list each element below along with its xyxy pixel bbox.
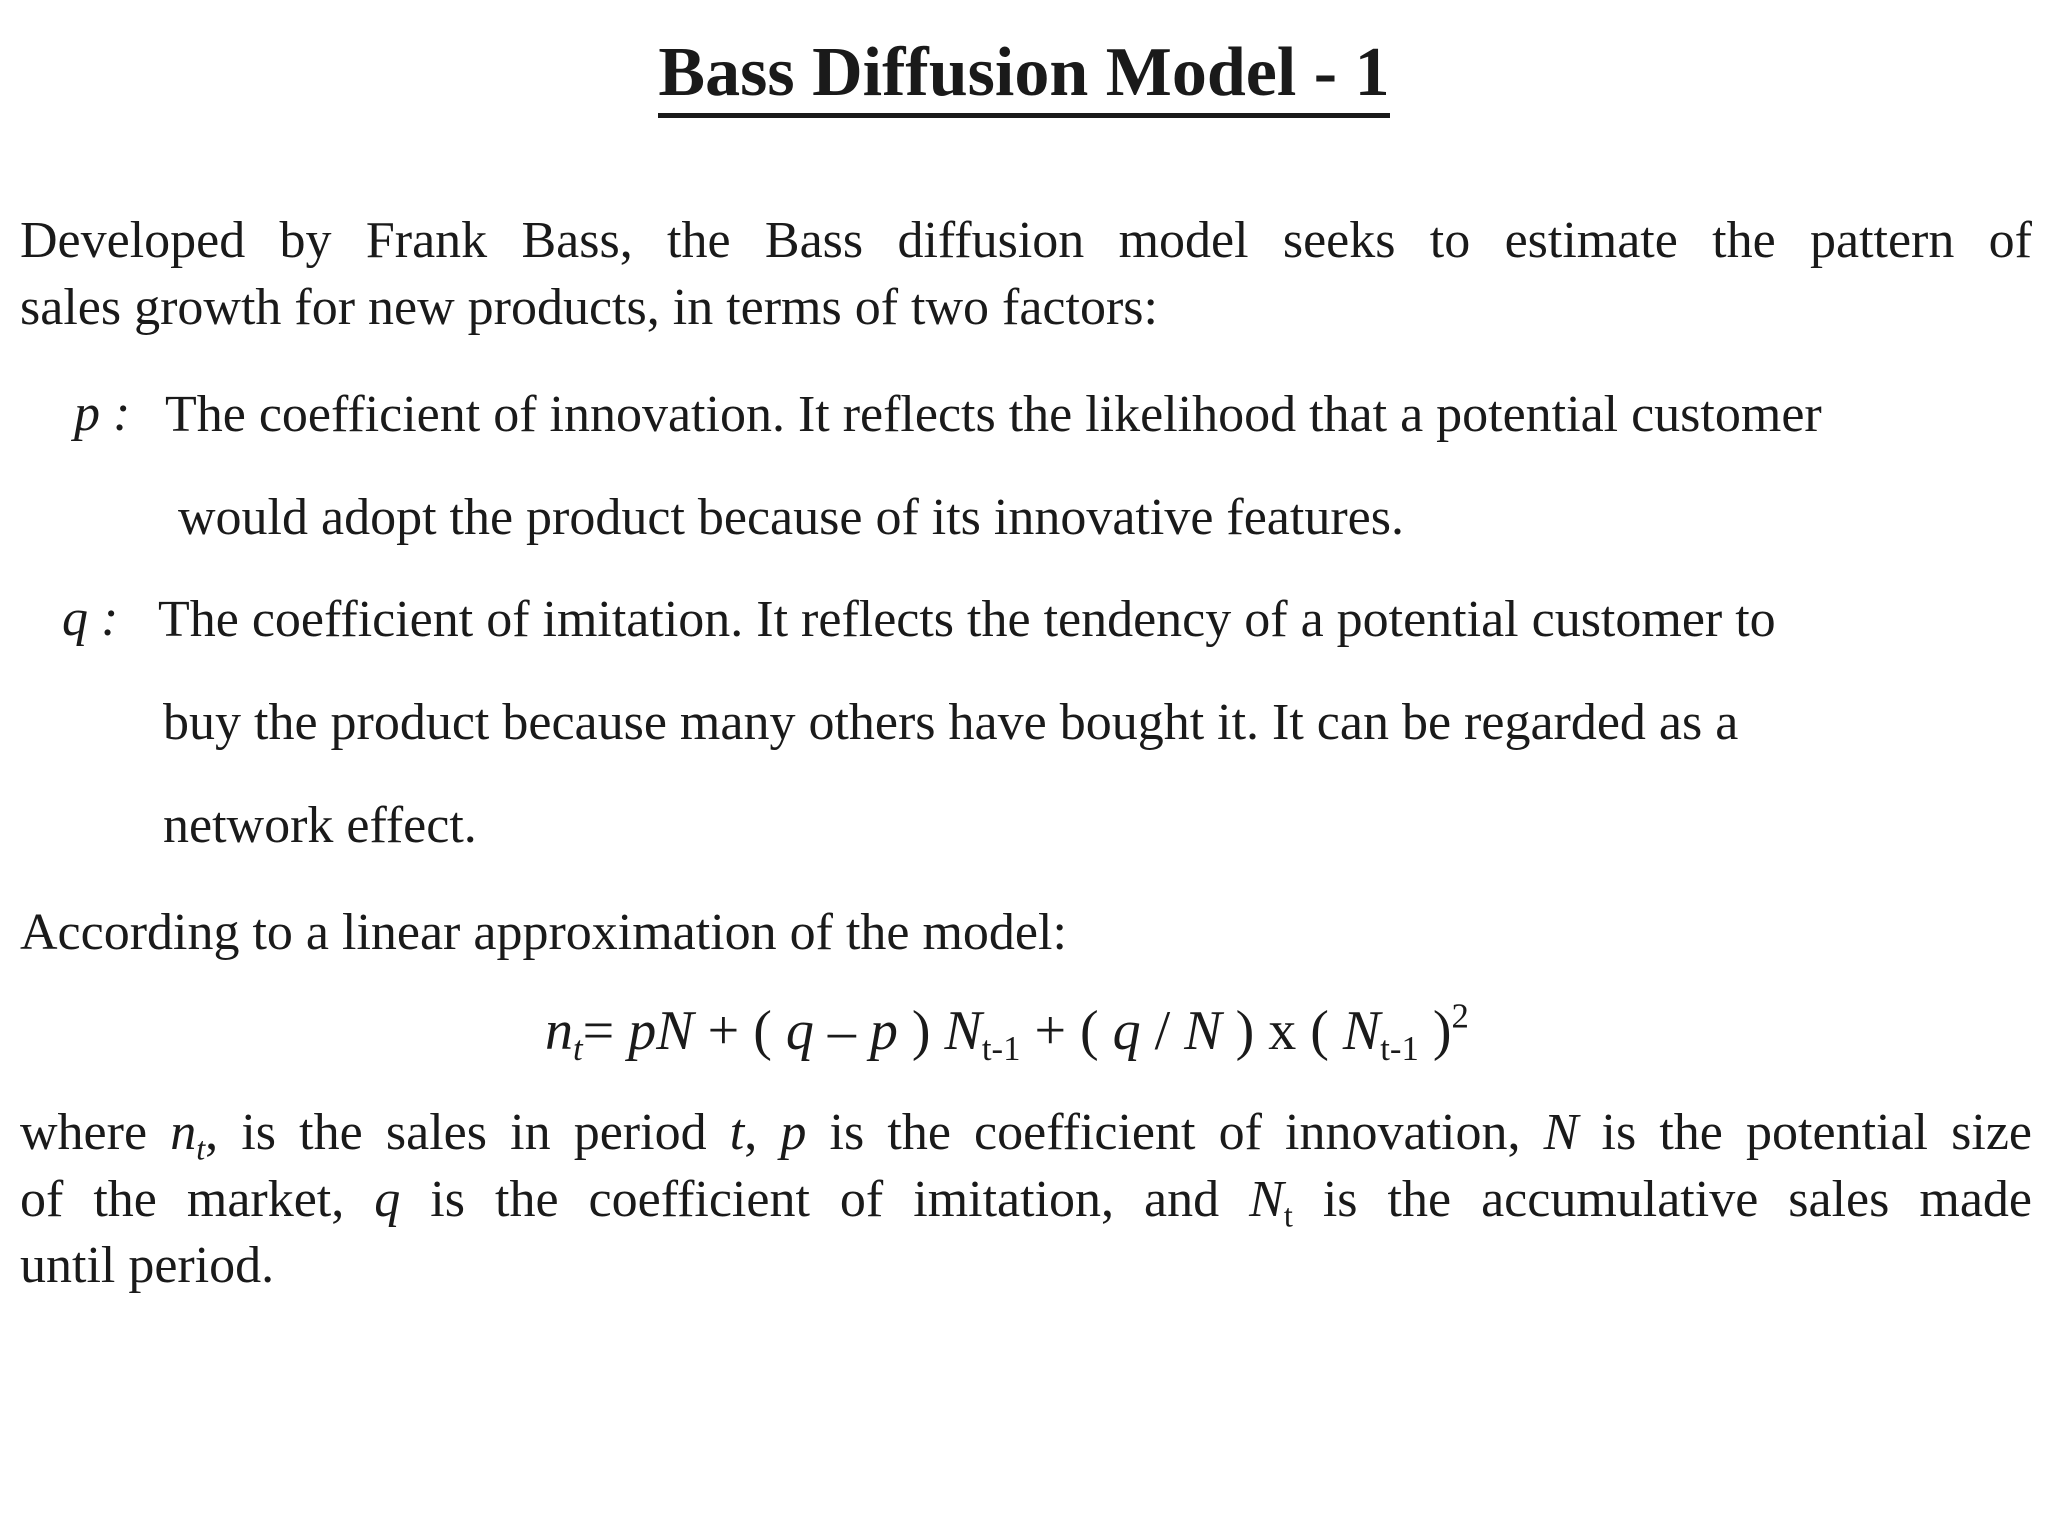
p-definition-line-2: would adopt the product because of its innovative features. [178,489,1404,546]
where-line-3: until period. [20,1237,275,1295]
eq-exponent: 2 [1451,996,1469,1036]
where-Nt: N [1249,1170,1284,1228]
eq-t-sub: t [573,1029,583,1069]
where-Nt-sub: t [1283,1196,1293,1233]
where-line-1 [20,1100,2032,1167]
where-text-5: is the potential size [1578,1104,2033,1161]
eq-t-minus-1: t-1 [981,1029,1021,1069]
eq-n: n [545,1000,573,1062]
q-definition-line-1: The coefficient of imitation. It reflects the tendency of a potential customer to [158,591,1776,648]
eq-q: q [785,1000,814,1062]
eq-t-minus-1-b: t-1 [1380,1029,1419,1069]
eq-p: p [869,1000,898,1062]
q-definition-line-2: buy the product because many others have bought it. It can be regarded as a [163,694,1739,751]
eq-times: ) x ( [1221,1000,1343,1062]
where-n-sub: t [196,1130,206,1167]
where-text-8: is the accumulative sales made [1292,1170,2032,1228]
eq-N: N [944,1000,982,1062]
where-text-7: is the coefficient of imitation, and [400,1170,1250,1228]
where-text-6: of the market, [20,1170,375,1228]
where-n: n [170,1104,197,1161]
intro-line-1: Developed by Frank Bass, the Bass diffusion model seeks to estimate the pattern of [20,212,2032,269]
bass-equation [545,996,1469,1069]
where-text-1: where [20,1104,171,1161]
according-line: According to a linear approximation of the model: [20,904,1067,961]
slide-title-text: Bass Diffusion Model - 1 [658,34,1389,118]
slide-title [0,34,2048,111]
intro-paragraph [20,208,2032,341]
where-p: p [780,1104,807,1161]
intro-line-2: sales growth for new products, in terms of two factors: [20,278,1158,336]
eq-close: ) [897,1000,945,1062]
p-definition-label: p : [74,385,131,442]
eq-pN: pN [628,1000,694,1062]
eq-N-2: N [1184,1000,1222,1062]
where-N: N [1543,1104,1579,1161]
q-definition-label: q : [62,590,119,647]
eq-N-3: N [1342,1000,1381,1062]
eq-equals: = [582,1000,629,1062]
where-paragraph [20,1100,2032,1300]
eq-slash: / [1140,1000,1185,1062]
where-q: q [374,1170,401,1228]
eq-q-2: q [1112,1000,1141,1062]
where-text-3: , [744,1104,781,1161]
eq-close-2: ) [1418,1000,1452,1062]
eq-plus-open: + ( [693,1000,786,1062]
where-line-2 [20,1167,2032,1234]
where-t: t [729,1104,745,1161]
p-definition-line-1: The coefficient of innovation. It reflects the likelihood that a potential customer [165,386,1822,443]
q-definition-line-3: network effect. [163,797,477,854]
eq-minus: – [813,1000,870,1062]
eq-plus-open-2: + ( [1020,1000,1113,1062]
where-text-4: is the coefficient of innovation, [806,1104,1544,1161]
where-text-2: , is the sales in period [205,1104,730,1161]
